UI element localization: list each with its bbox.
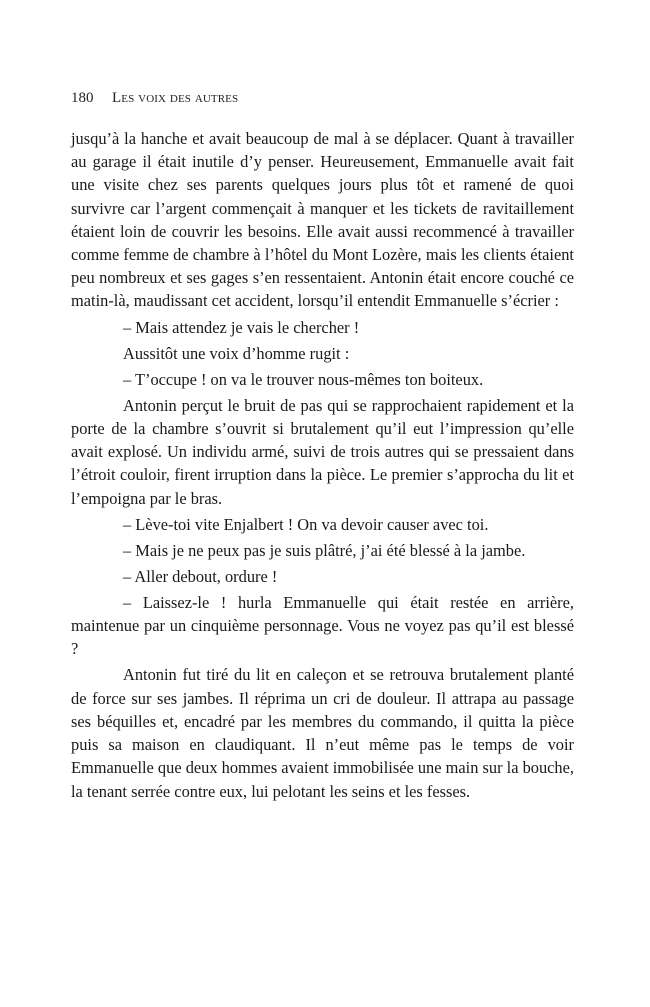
paragraph-continuation: jusqu’à la hanche et avait beaucoup de mal à se déplacer. Quant à travailler au garage il était inutile d’y penser. Heureusement, Emmanuelle avait fait une visite chez ses parents quelques jours plus tôt et ramené de quoi survivre car l’argent commençait à manquer et les tickets de ravitaillement étaient loin de couvrir les besoins. Elle avait aussi recommencé à travailler comme femme de chambre à l’hôtel du Mont Lozère, mais les clients étaient peu nombreux et ses gages s’en ressentaient. Antonin était encore couché ce matin-là, maudissant cet accident, lorsqu’il entendit Emmanuelle s’écrier : — [71, 129, 574, 311]
running-title: Les voix des autres — [112, 90, 239, 106]
body-text — [71, 127, 574, 806]
dialogue-line: – Lève-toi vite Enjalbert ! On va devoir causer avec toi. — [123, 514, 489, 534]
dialogue-line: – T’occupe ! on va le trouver nous-mêmes ton boiteux. — [123, 369, 484, 389]
page-number: 180 — [71, 90, 94, 106]
dialogue-line: – Mais attendez je vais le chercher ! — [123, 317, 360, 337]
dialogue-line: – Laissez-le ! hurla Emmanuelle qui était restée en arrière, maintenue par un cinquième personnage. Vous ne voyez pas qu’il est blessé ? — [71, 592, 574, 659]
dialogue-line: – Mais je ne peux pas je suis plâtré, j’ai été blessé à la jambe. — [123, 540, 526, 560]
paragraph: Antonin fut tiré du lit en caleçon et se retrouva brutalement planté de force sur ses jambes. Il réprima un cri de douleur. Il attrapa au passage ses béquilles et, encadré par les membres du commando, il quitta la pièce puis sa maison en claudiquant. Il n’eut même pas le temps de voir Emmanuelle que deux hommes avaient immobilisée une main sur la bouche, la tenant serrée contre eux, lui pelotant les seins et les fesses. — [71, 665, 574, 801]
dialogue-line: – Aller debout, ordure ! — [123, 566, 278, 586]
running-head — [71, 89, 238, 107]
paragraph: Antonin perçut le bruit de pas qui se rapprochaient rapidement et la porte de la chambre s’ouvrit si brutalement qu’il eut l’impression qu’elle avait explosé. Un individu armé, suivi de trois autres qui se pressaient dans l’étroit couloir, firent irruption dans la pièce. Le premier s’approcha du lit et l’empoigna par le bras. — [71, 395, 574, 508]
paragraph: Aussitôt une voix d’homme rugit : — [123, 343, 350, 363]
